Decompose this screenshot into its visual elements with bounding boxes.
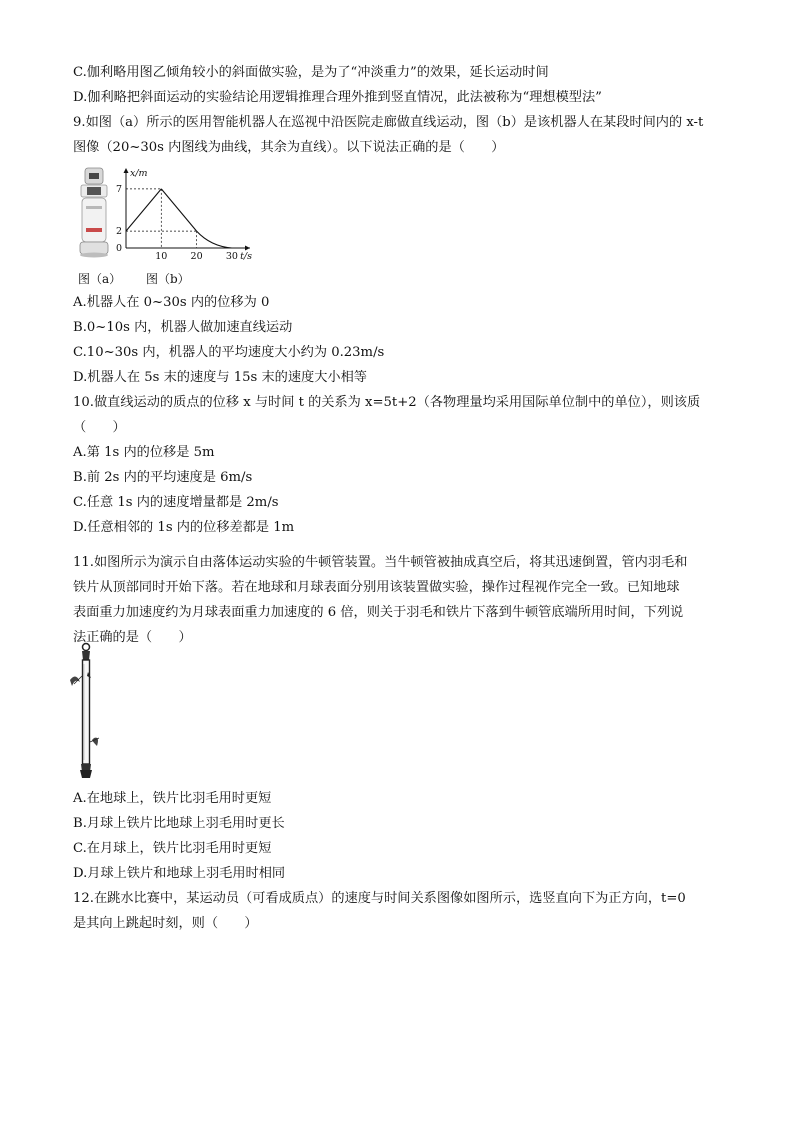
xt-chart (114, 166, 254, 262)
caption-b: 图（b） (146, 272, 190, 286)
segment-0-10 (126, 189, 161, 231)
option-11a: A.在地球上，铁片比羽毛用时更短 (73, 791, 272, 806)
question-12-stem-1: 12.在跳水比赛中，某运动员（可看成质点）的速度与时间关系图像如图所示，选竖直向下为正方向，t=0 (73, 891, 686, 906)
robot-image (76, 166, 112, 258)
segment-20-30-curve (197, 231, 232, 248)
option-10a: A.第 1s 内的位移是 5m (73, 445, 215, 460)
question-11-stem-2: 铁片从顶部同时开始下落。若在地球和月球表面分别用该装置做实验，操作过程视作完全一致。已知地球 (73, 580, 680, 595)
option-11b: B.月球上铁片比地球上羽毛用时更长 (73, 816, 285, 831)
origin-label: 0 (115, 243, 122, 254)
question-11-stem-1: 11.如图所示为演示自由落体运动实验的牛顿管装置。当牛顿管被抽成真空后，将其迅速倒置，管内羽毛和 (73, 555, 688, 570)
option-9d: D.机器人在 5s 末的速度与 15s 末的速度大小相等 (73, 370, 367, 385)
x-axis-label: t/s (240, 251, 252, 262)
y-axis-arrow (124, 168, 129, 173)
y-tick-label-2: 2 (115, 226, 122, 238)
option-10d: D.任意相邻的 1s 内的位移差都是 1m (73, 520, 295, 535)
x-tick-label-30: 30 (225, 251, 238, 262)
option-8d: D.伽利略把斜面运动的实验结论用逻辑推理合理外推到竖直情况，此法被称为“理想模型法” (73, 90, 602, 105)
option-10b: B.前 2s 内的平均速度是 6m/s (73, 470, 253, 485)
question-11-stem-3: 表面重力加速度约为月球表面重力加速度的 6 倍，则关于羽毛和铁片下落到牛顿管底端所用时间，下列说 (73, 605, 684, 620)
y-axis-label: x/m (130, 168, 148, 179)
option-9c: C.10~30s 内，机器人的平均速度大小约为 0.23m/s (73, 345, 385, 360)
option-11d: D.月球上铁片和地球上羽毛用时相同 (73, 866, 286, 881)
x-tick-label-20: 20 (190, 251, 203, 262)
option-10c: C.任意 1s 内的速度增量都是 2m/s (73, 495, 279, 510)
newton-tube-image (66, 642, 106, 782)
option-11c: C.在月球上，铁片比羽毛用时更短 (73, 841, 272, 856)
question-10-stem-1: 10.做直线运动的质点的位移 x 与时间 t 的关系为 x=5t+2（各物理量均采用国际单位制中的单位），则该质 (73, 395, 701, 410)
option-8c: C.伽利略用图乙倾角较小的斜面做实验，是为了“冲淡重力”的效果，延长运动时间 (73, 65, 549, 80)
question-9-stem-1: 9.如图（a）所示的医用智能机器人在巡视中沿医院走廊做直线运动，图（b）是该机器人在某段时间内的 x-t (73, 115, 704, 130)
question-9-stem-2: 图像（20~30s 内图线为曲线，其余为直线）。以下说法正确的是（ ） (73, 140, 505, 155)
question-11-stem-4: 法正确的是（ ） (73, 630, 192, 645)
caption-a: 图（a） (78, 272, 122, 286)
question-10-stem-2: （ ） (73, 420, 126, 435)
option-9a: A.机器人在 0~30s 内的位移为 0 (73, 295, 270, 310)
x-axis-arrow (245, 246, 250, 251)
x-tick-label-10: 10 (155, 251, 168, 262)
segment-10-20 (161, 189, 196, 231)
question-12-stem-2: 是其向上跳起时刻，则（ ） (73, 916, 258, 931)
option-9b: B.0~10s 内，机器人做加速直线运动 (73, 320, 293, 335)
y-tick-label-7: 7 (115, 183, 122, 195)
